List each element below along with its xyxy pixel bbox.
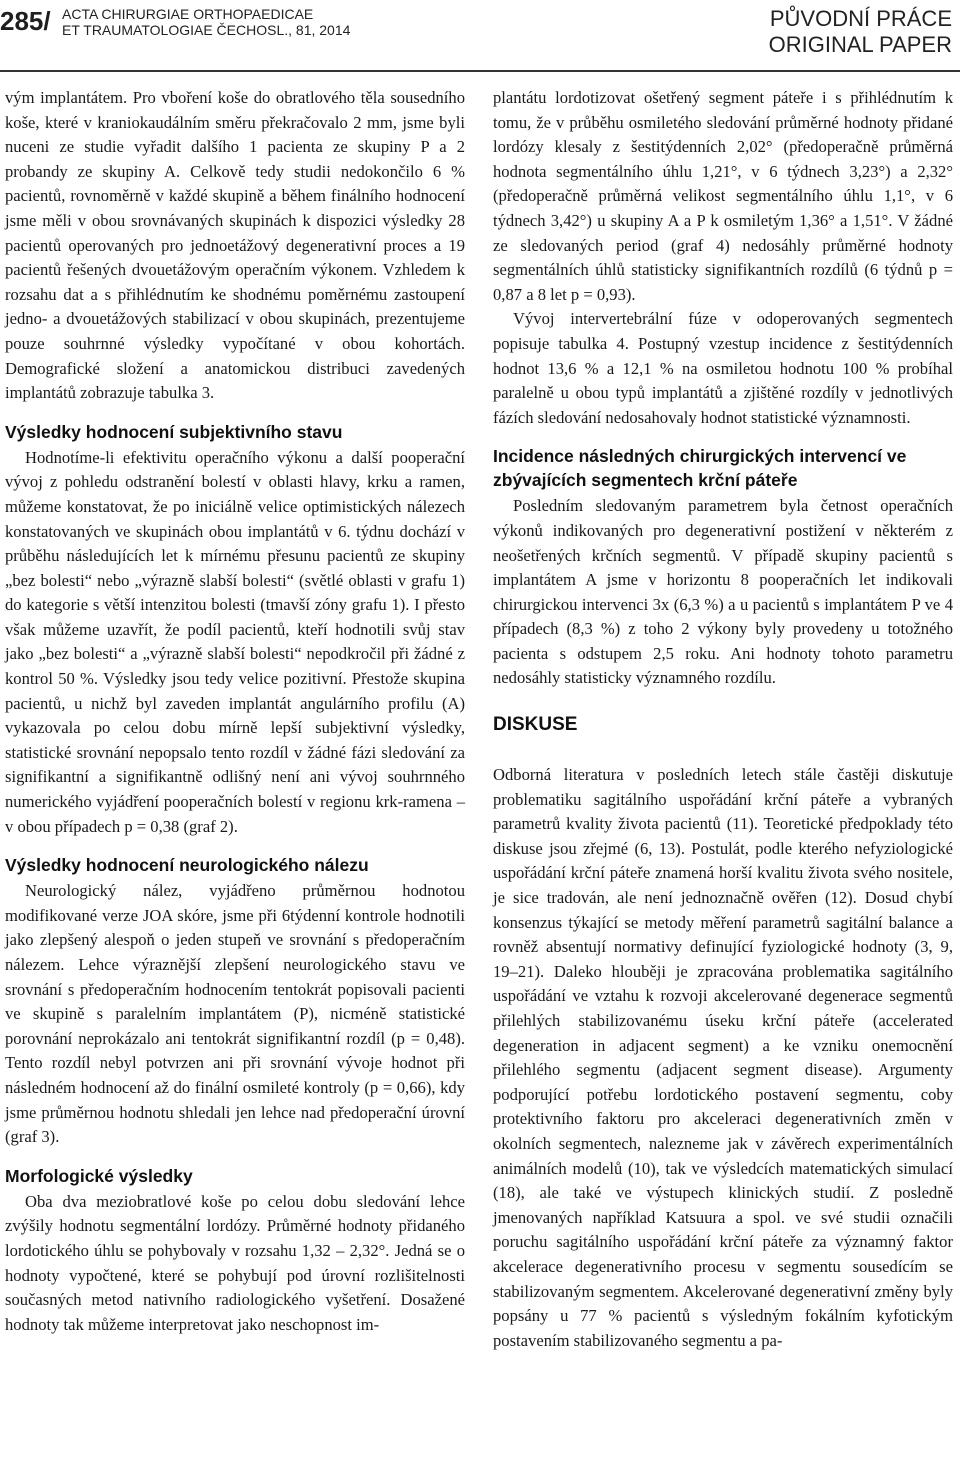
left-column — [5, 86, 465, 1337]
article-type-cz: PŮVODNÍ PRÁCE — [769, 6, 952, 31]
journal-title — [62, 6, 350, 38]
page-number: 285/ — [0, 6, 51, 36]
header-divider — [0, 70, 960, 72]
right-column — [493, 86, 953, 1353]
journal-line-2: ET TRAUMATOLOGIAE ČECHOSL., 81, 2014 — [62, 22, 351, 38]
heading-subjective: Výsledky hodnocení subjektivního stavu — [5, 421, 343, 442]
page-header — [0, 0, 960, 72]
fusion-paragraph: Vývoj intervertebrální fúze v odoperovaných segmentech popisuje tabulka 4. Postupný vzestup incidence z šestitýdenních hodnot 13,6 % a 12,1 % na osmiletou hodnotu 100 % probíhal paralelně u obou typů implantátů a zjištěné rozdíly v jednotlivých fázích sledování nedosahovaly hodnot statistické významnosti. — [493, 309, 953, 427]
discussion-paragraph: Odborná literatura v posledních letech stále častěji diskutuje problematiku sagitálního uspořádání krční páteře a vybraných parametrů kvality života pacientů (11). Teoretické předpoklady této diskuse jsou zřejmé (6, 13). Postulát, podle kterého nefyziologické uspořádání krční páteře znamená horší kvalitu života svého nositele, je sice tradován, ale není jednoznačně ověřen (12). Dosud chybí konsenzus týkající se metody měření parametrů sagitální balance a rovněž absentují normativy definující fyziologické hodnoty (3, 9, 19–21). Daleko hlouběji je zpracována problematika sagitálního uspořádání ve vztahu k rozvoji akcelerované degenerace segmentů přilehlých stabilizovanému úseku krční páteře (accelerated degeneration in adjacent segment) a ke vzniku onemocnění přilehlého segmentu (adjacent segment disease). Argumenty podporující potřebu lordotického postavení segmentu, coby protektivního faktoru pro akceleraci degenerativních změn v okolních segmentech, nalezneme jak v závěrech experimentálních animálních modelů (10), tak ve výsledcích matematických simulací (18), ale také ve výstupech klinických studií. Z posledně jmenovaných například Katsuura a spol. ve své studii označili poruchu sagitálního uspořádání krční páteře za významný faktor akcelerace degenerativního procesu v segmentu sousedícím se stabilizovaným segmentem. Akcelerované degenerativní změny byly popsány u 77 % pacientů s výsledným fokálním kyfotickým postavením stabilizovaného segmentu a pa- — [493, 765, 953, 1350]
heading-incidence: Incidence následných chirurgických intervencí ve zbývajících segmentech krční páteře — [493, 446, 907, 491]
journal-line-1: ACTA CHIRURGIAE ORTHOPAEDICAE — [62, 6, 314, 22]
subjective-paragraph: Hodnotíme-li efektivitu operačního výkonu a další pooperační vývoj z pohledu odstranění bolestí v oblasti hlavy, krku a ramen, můžeme konstatovat, že po iniciálně velice optimistických nálezech konstatovaných ve skupinách obou implantátů v 6. týdnu dochází v průběhu následujících let k mírnému přesunu pacientů ze skupiny „bez bolesti“ nebo „výrazně slabší bolesti“ (světlé oblasti v grafu 1) do kategorie s větší intenzitou bolesti (tmavší zóny grafu 1). I přesto však můžeme uzavřít, že podíl pacientů, kteří hodnotili svůj stav jako „bez bolesti“ a „výrazně slabší bolesti“ nepodkročil při žádné z kontrol 50 %. Výsledky jsou tedy velice pozitivní. Přestože skupina pacientů, u nichž byl zaveden implantát angulárního profilu (A) vykazovala po celou dobu mírně lepší subjektivní výsledky, statistické srovnání nepopsalo tento rozdíl v žádné fázi sledování za signifikantní a signifikantně odlišný není ani vývoj souhrnného numerického vyjádření pooperačních bolestí v regionu krk-ramena – v obou případech p = 0,38 (graf 2). — [5, 447, 465, 836]
intro-paragraph: vým implantátem. Pro vboření koše do obratlového těla sousedního koše, které v kraniokaudálním směru překračovalo 2 mm, jsme byli nuceni ze studie vyřadit dalšího 1 pacienta ze skupiny P a 2 probandy ze skupiny A. Celkově tedy studii nedokončilo 6 % pacientů, rovnoměrně v každé skupině a během finálního hodnocení jsme měli v obou srovnávaných skupinách k dispozici výsledky 28 pacientů operovaných pro jednoetážový degenerativní proces a 19 pacientů řešených dvouetážovým operačním výkonem. Vzhledem k rozsahu dat a s přihlédnutím ke shodnému poměrnému zastoupení jedno- a dvouetážových stabilizací v obou skupinách, prezentujeme pouze souhrnné výsledky vypočítané v obou kohortách. Demografické složení a anatomickou distribuci zavedených implantátů zobrazuje tabulka 3. — [5, 88, 465, 403]
article-type-en: ORIGINAL PAPER — [768, 32, 952, 57]
heading-morphological: Morfologické výsledky — [5, 1165, 193, 1186]
neurological-paragraph: Neurologický nález, vyjádřeno průměrnou hodnotou modifikované verze JOA skóre, jsme při 6týdenní kontrole hodnotili jako zlepšený alespoň o jeden stupeň ve srovnání s předoperačním nálezem. Lehce výraznější zlepšení neurologického stavu ve srovnání s předoperačním hodnocením tentokrát popisovali pacienti ve skupině s paralelním implantátem (P), nicméně statistické porovnání neprokázalo ani tentokrát signifikantní rozdíl (p = 0,48). Tento rozdíl nebyl potvrzen ani při srovnání vývoje hodnot při následném hodnocení až do finální osmileté kontroly (p = 0,66), kdy jsme průměrnou hodnotu shledali jen lehce nad předoperační úrovní (graf 3). — [5, 881, 465, 1147]
heading-discussion: DISKUSE — [493, 714, 578, 736]
morphological-paragraph: Oba dva meziobratlové koše po celou dobu sledování lehce zvýšily hodnotu segmentální lordózy. Průměrné hodnoty přidaného lordotického úhlu se pohybovaly v rozsahu 1,32 – 2,32°. Jedná se o hodnoty vypočtené, které se pohybují pod úrovní rozlišitelnosti současných metod nativního radiologického vyšetření. Dosažené hodnoty tak můžeme interpretovat jako neschopnost im- — [5, 1191, 465, 1334]
incidence-paragraph: Posledním sledovaným parametrem byla četnost operačních výkonů indikovaných pro degenerativní postižení v některém z neošetřených krčních segmentů. V případě skupiny pacientů s implantátem A jsme v horizontu 8 pooperačních let indikovali chirurgickou intervenci 3x (6,3 %) a u pacientů s implantátem P ve 4 případech (8,3 %) z toho 2 výkony byly provedeny u totožného pacienta s odstupem 2,5 roku. Ani hodnoty tohoto parametru nedosáhly statisticky významného rozdílu. — [493, 496, 953, 688]
article-type — [769, 6, 952, 58]
heading-neurological: Výsledky hodnocení neurologického nálezu — [5, 855, 369, 876]
morphological-continuation: plantátu lordotizovat ošetřený segment páteře i s přihlédnutím k tomu, že v průběhu osmiletého sledování průměrné hodnoty přidané lordózy klesaly z šestitýdenních 2,02° (předoperačně průměrná hodnota segmentálního úhlu 1,21°, v 6 týdnech 3,23°) a 2,32° (předoperačně průměrná velikost segmentálního úhlu 1,1°, v 6 týdnech 3,42°) u skupiny A a P k osmiletým 1,36° a 1,51°. V žádné ze sledovaných period (graf 4) nedosáhly průměrné hodnoty segmentálních úhlů statisticky signifikantních rozdílů (6 týdnů p = 0,87 a 8 let p = 0,93). — [493, 88, 953, 304]
